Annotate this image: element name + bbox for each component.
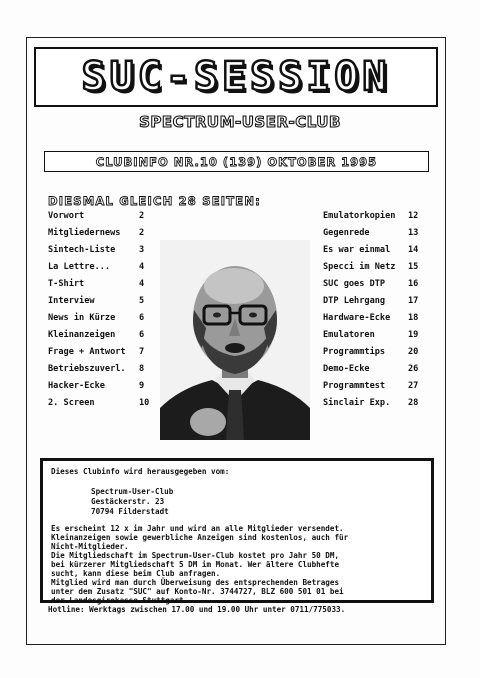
contents-entry-title: Hacker-Ecke: [48, 381, 105, 391]
contents-entry-title: Kleinanzeigen: [48, 330, 116, 340]
contents-entry-title: Hardware-Ecke: [323, 313, 391, 323]
contents-entry-title: Demo-Ecke: [323, 364, 370, 374]
contents-entry-title: SUC goes DTP: [323, 279, 386, 289]
contents-entry-title: Specci im Netz: [323, 262, 396, 272]
contents-entry-title: Sinclair Exp.: [323, 398, 391, 408]
publisher-info-box: [40, 458, 434, 603]
club-name: SPECTRUM-USER-CLUB: [139, 113, 341, 131]
contents-entry-title: Programmtips: [323, 347, 386, 357]
contents-entry-title: Frage + Antwort: [48, 347, 126, 357]
contents-entry-page: 28: [408, 398, 419, 408]
publisher-intro: Dieses Clubinfo wird herausgegeben vom:: [51, 467, 230, 476]
contents-entry-page: 12: [408, 211, 419, 221]
contents-entry-page: 16: [408, 279, 419, 289]
contents-entry-page: 20: [408, 347, 419, 357]
contents-entry-page: 18: [408, 313, 419, 323]
contents-entry-page: 3: [139, 245, 145, 255]
contents-entry-page: 4: [139, 279, 145, 289]
contents-entry-title: T-Shirt: [48, 279, 85, 289]
address-line-3: 70794 Filderstadt: [91, 507, 169, 516]
portrait-photo: [160, 240, 310, 440]
portrait-illustration: [160, 240, 310, 440]
contents-entry-page: 6: [139, 313, 145, 323]
contents-entry-title: Interview: [48, 296, 95, 306]
body-line-7: Mitglied wird man durch Überweisung des entsprechenden Betrages: [51, 578, 340, 587]
issue-info-text: CLUBINFO NR.10 (139) OKTOBER 1995: [95, 154, 378, 169]
contents-entry-title: La Lettre...: [48, 262, 111, 272]
body-line-3: Nicht-Mitglieder.: [51, 542, 129, 551]
contents-list-right: [323, 211, 433, 431]
contents-entry-page: 26: [408, 364, 419, 374]
body-line-5: bei kürzerer Mitgliedschaft 5 DM im Monat. Wer ältere Clubhefte: [51, 560, 340, 569]
contents-entry-page: 13: [408, 228, 419, 238]
contents-entry-page: 8: [139, 364, 145, 374]
contents-entry-page: 2: [139, 211, 145, 221]
contents-entry-title: Mitgliedernews: [48, 228, 121, 238]
contents-entry-page: 9: [139, 381, 145, 391]
contents-entry-title: Betriebszuverl.: [48, 364, 126, 374]
body-line-1: Es erscheint 12 x im Jahr und wird an alle Mitglieder versendet.: [51, 524, 344, 533]
contents-heading: DIESMAL GLEICH 28 SEITEN:: [48, 194, 261, 208]
contents-entry-title: DTP Lehrgang: [323, 296, 386, 306]
body-line-9: der Landesgirokasse Stuttgart.: [51, 596, 189, 605]
address-line-2: Gestäckerstr. 23: [91, 497, 165, 506]
issue-info-box: [44, 151, 429, 172]
contents-entry-page: 6: [139, 330, 145, 340]
body-line-2: Kleinanzeigen sowie gewerbliche Anzeigen sind kostenlos, auch für: [51, 533, 349, 542]
contents-entry-title: Es war einmal: [323, 245, 391, 255]
contents-entry-title: Programmtest: [323, 381, 386, 391]
contents-entry-page: 7: [139, 347, 145, 357]
address-line-1: Spectrum-User-Club: [91, 487, 174, 496]
contents-entry-page: 27: [408, 381, 419, 391]
contents-entry-page: 10: [139, 398, 150, 408]
contents-entry-title: News in Kürze: [48, 313, 116, 323]
body-line-4: Die Mitgliedschaft im Spectrum-User-Club kostet pro Jahr 50 DM,: [51, 551, 340, 560]
contents-entry-page: 15: [408, 262, 419, 272]
contents-list-left: [48, 211, 158, 431]
contents-entry-page: 4: [139, 262, 145, 272]
body-line-8: unter dem Zusatz "SUC" auf Konto-Nr. 3744727, BLZ 600 501 01 bei: [51, 587, 344, 596]
contents-entry-title: Sintech-Liste: [48, 245, 116, 255]
contents-entry-title: 2. Screen: [48, 398, 95, 408]
masthead-title: SUC-SESSION: [81, 54, 391, 100]
body-line-6: sucht, kann diese beim Club anfragen.: [51, 569, 221, 578]
masthead: [34, 47, 438, 107]
hotline-line: Hotline: Werktags zwischen 17.00 und 19.00 Uhr unter 0711/775033.: [48, 605, 346, 614]
contents-entry-page: 5: [139, 296, 145, 306]
contents-entry-page: 14: [408, 245, 419, 255]
contents-entry-page: 17: [408, 296, 419, 306]
contents-entry-page: 2: [139, 228, 145, 238]
contents-entry-title: Emulatorkopien: [323, 211, 396, 221]
contents-entry-title: Emulatoren: [323, 330, 375, 340]
contents-entry-page: 19: [408, 330, 419, 340]
contents-entry-title: Vorwort: [48, 211, 85, 221]
contents-entry-title: Gegenrede: [323, 228, 370, 238]
